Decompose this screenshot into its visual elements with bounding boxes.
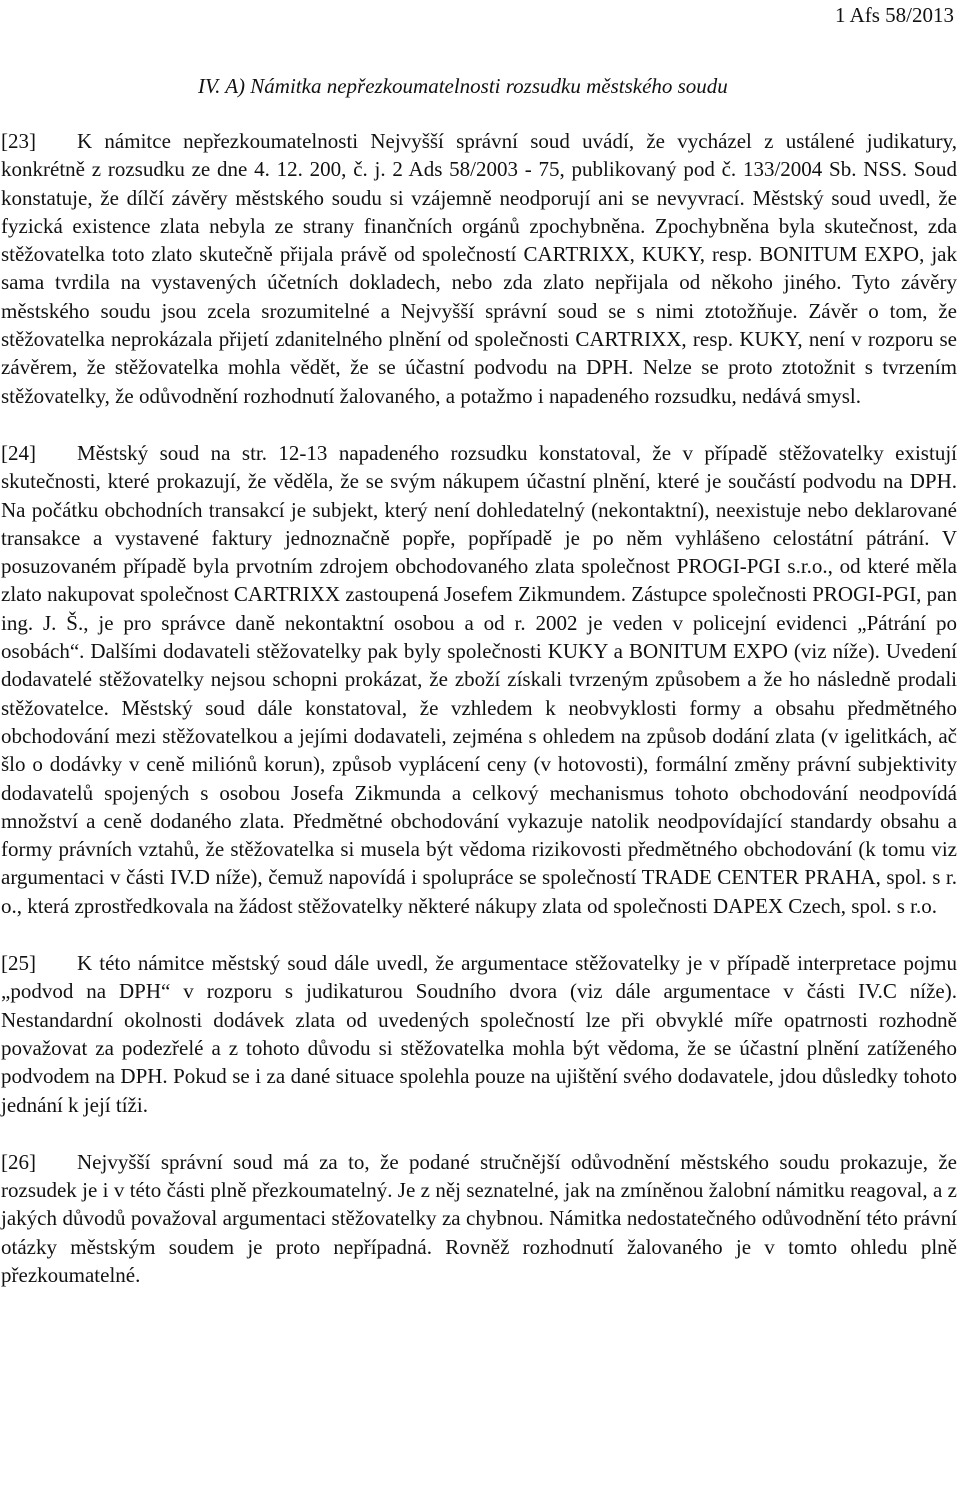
paragraph-24 bbox=[1, 439, 957, 920]
paragraph-25 bbox=[1, 949, 957, 1119]
paragraph-number: [25] bbox=[1, 951, 36, 976]
paragraph-text: Nejvyšší správní soud má za to, že podané stručnější odůvodnění městského soudu prokazuje, že rozsudek je i v této části plně přezkoumatelný. Je z něj seznatelné, jak na zmíněnou žalobní námitku reagoval, a z jakých důvodů považoval argumentaci stěžovatelky za chybnou. Námitka nedostatečného odůvodnění této právní otázky městským soudem je proto nepřípadná. Rovněž rozhodnutí žalovaného je v tomto ohledu plně přezkoumatelné. bbox=[1, 1149, 957, 1287]
paragraph-23 bbox=[1, 127, 957, 410]
paragraph-number: [26] bbox=[1, 1149, 36, 1174]
paragraph-text: K námitce nepřezkoumatelnosti Nejvyšší správní soud uvádí, že vycházel z ustálené judikatury, konkrétně z rozsudku ze dne 4. 12. 200, č. j. 2 Ads 58/2003 - 75, publikovaný pod č. 133/2004 Sb. NSS. Soud konstatuje, že dílčí závěry městského soudu si vzájemně neodporují ani se nevyvrací. Městský soud uvedl, že fyzická existence zlata nebyla ze strany finančních orgánů zpochybněna. Zpochybněna byla skutečnost, zda stěžovatelka toto zlato skutečně přijala právě od společností CARTRIXX, KUKY, resp. BONITUM EXPO, jak sama tvrdila na vystavených účetních dokladech, nebo zda zlato nepřijala od někoho jiného. Tyto závěry městského soudu jsou zcela srozumitelné a Nejvyšší správní soud se s nimi ztotožňuje. Závěr o tom, že stěžovatelka neprokázala přijetí zdanitelného plnění od společnosti CARTRIXX, resp. KUKY, není v rozporu se závěrem, že stěžovatelka mohla vědět, že se účastní podvodu na DPH. Nelze se proto ztotožnit s tvrzením stěžovatelky, že odůvodnění rozhodnutí žalovaného, a potažmo i napadeného rozsudku, nedává smysl. bbox=[1, 129, 957, 408]
paragraph-text: Městský soud na str. 12-13 napadeného rozsudku konstatoval, že v případě stěžovatelky existují skutečnosti, které prokazují, že věděla, že se svým nákupem účastní plnění, které je součástí podvodu na DPH. Na počátku obchodních transakcí je subjekt, který není dohledatelný (nekontaktní), neexistuje nebo deklarované transakce a vystavené faktury jednoznačně popře, popřípadě je po něm vyhlášeno celostátní pátrání. V posuzovaném případě byla prvotním zdrojem obchodovaného zlata společnost PROGI-PGI s.r.o., od které měla zlato nakupovat společnost CARTRIXX zastoupená Josefem Zikmundem. Zástupce společnosti PROGI-PGI, pan ing. J. Š., je pro správce daně nekontaktní osobou a od r. 2002 je veden v policejní evidenci „Pátrání po osobách“. Dalšími dodavateli stěžovatelky pak byly společnosti KUKY a BONITUM EXPO (viz níže). Uvedení dodavatelé stěžovatelky nejsou schopni prokázat, že zboží získali tvrzeným způsobem a že ho následně prodali stěžovatelce. Městský soud dále konstatoval, že vzhledem k neobvyklosti formy a obsahu předmětného obchodování mezi stěžovatelkou a jejími dodavateli, zejména s ohledem na způsob dodání zlata (v igelitkách, ač šlo o dodávky v ceně miliónů korun), způsob vyplácení ceny (v hotovosti), formální změny právní subjektivity dodavatelů spojených s osobou Josefa Zikmunda a celkový mechanismus tohoto obchodování neodpovídá množství a ceně dodaného zlata. Předmětné obchodování vykazuje natolik neodpovídající standardy obsahu a formy právních vztahů, že stěžovatelka si musela být vědoma rizikovosti předmětného obchodování (k tomu viz argumentaci v části IV.D níže), čemuž napovídá i spolupráce se společností TRADE CENTER PRAHA, spol. s r. o., která zprostředkovala na žádost stěžovatelky některé nákupy zlata od společnosti DAPEX Czech, spol. s r.o. bbox=[1, 440, 957, 918]
document-body bbox=[1, 127, 957, 1318]
paragraph-number: [23] bbox=[1, 129, 36, 153]
paragraph-text: K této námitce městský soud dále uvedl, že argumentace stěžovatelky je v případě interpretace pojmu „podvod na DPH“ v rozporu s judikaturou Soudního dvora (viz dále argumentace v části IV.C níže). Nestandardní okolnosti dodávek zlata od uvedených společností lze při obvyklé míře opatrnosti rozhodně považovat za podezřelé a z tohoto důvodu si stěžovatelka mohla být vědoma, že se účastní plnění zatíženého podvodem na DPH. Pokud se i za dané situace spolehla pouze na ujištění svého dodavatele, jdou důsledky tohoto jednání k její tíži. bbox=[1, 951, 957, 1117]
case-reference: 1 Afs 58/2013 bbox=[834, 3, 954, 27]
paragraph-number: [24] bbox=[1, 440, 36, 465]
paragraph-26 bbox=[1, 1148, 957, 1289]
section-heading: IV. A) Námitka nepřezkoumatelnosti rozsudku městského soudu bbox=[198, 74, 728, 98]
